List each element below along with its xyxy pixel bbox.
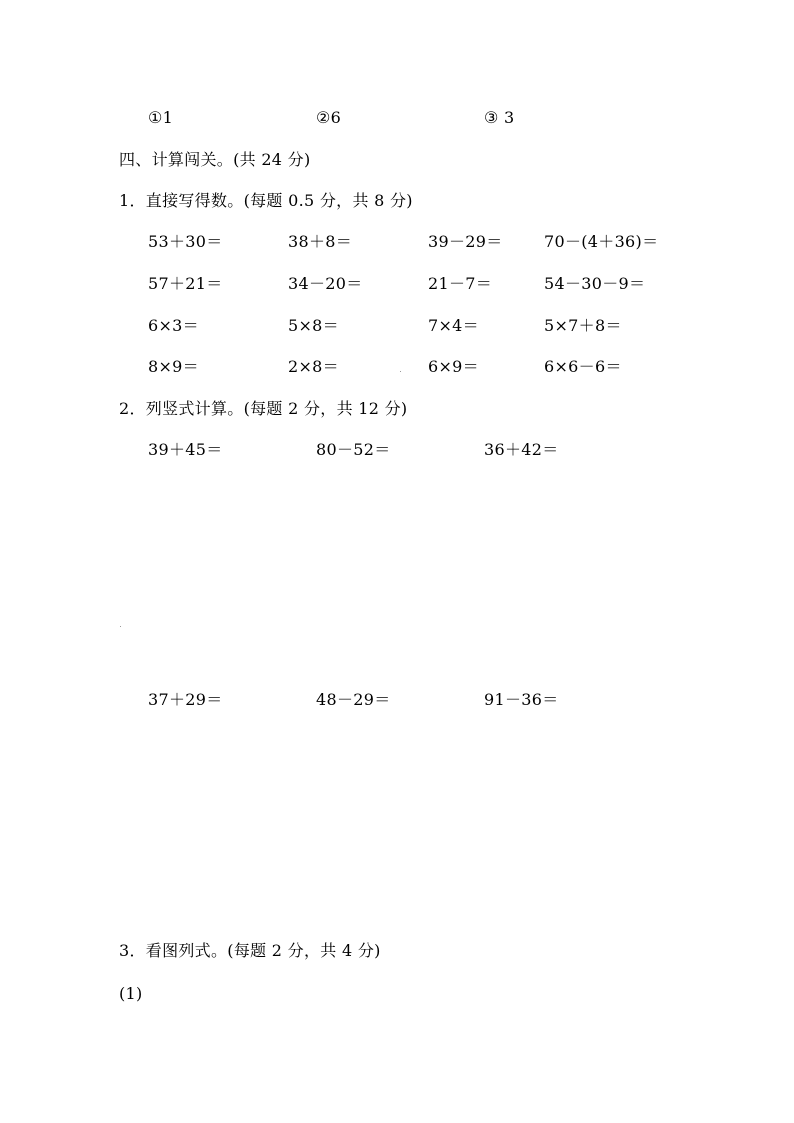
q1-item: 38＋8＝: [288, 232, 353, 251]
section-4-title: 四、计算闯关。(共 24 分): [119, 150, 311, 169]
q1-item: 6×3＝: [148, 316, 199, 335]
q2-item: 91－36＝: [484, 690, 559, 709]
q1-item: 5×7＋8＝: [544, 316, 622, 335]
q1-item: 54－30－9＝: [544, 274, 646, 293]
q1-item: 39－29＝: [428, 232, 503, 251]
q1-item: 2×8＝: [288, 357, 339, 376]
option-1: ①1: [148, 108, 174, 127]
question-3-title: 3．看图列式。(每题 2 分，共 4 分): [119, 941, 381, 960]
q1-item: 8×9＝: [148, 357, 199, 376]
q2-item: 36＋42＝: [484, 440, 559, 459]
q2-item: 48－29＝: [316, 690, 391, 709]
q2-item: 39＋45＝: [148, 440, 223, 459]
q1-item: 7×4＝: [428, 316, 479, 335]
scan-speck: [400, 371, 401, 372]
q1-item: 6×9＝: [428, 357, 479, 376]
option-3: ③ 3: [484, 108, 515, 127]
q1-item: 34－20＝: [288, 274, 363, 293]
question-2-title: 2．列竖式计算。(每题 2 分，共 12 分): [119, 399, 408, 418]
question-3-sub-1: (1): [119, 984, 143, 1003]
q1-item: 21－7＝: [428, 274, 493, 293]
q2-item: 80－52＝: [316, 440, 391, 459]
q1-item: 53＋30＝: [148, 232, 223, 251]
q1-item: 5×8＝: [288, 316, 339, 335]
scan-speck: [120, 626, 121, 627]
q2-item: 37＋29＝: [148, 690, 223, 709]
option-2: ②6: [316, 108, 342, 127]
q1-item: 57＋21＝: [148, 274, 223, 293]
q1-item: 70－(4＋36)＝: [544, 232, 659, 251]
question-1-title: 1．直接写得数。(每题 0.5 分，共 8 分): [119, 191, 413, 210]
q1-item: 6×6－6＝: [544, 357, 622, 376]
